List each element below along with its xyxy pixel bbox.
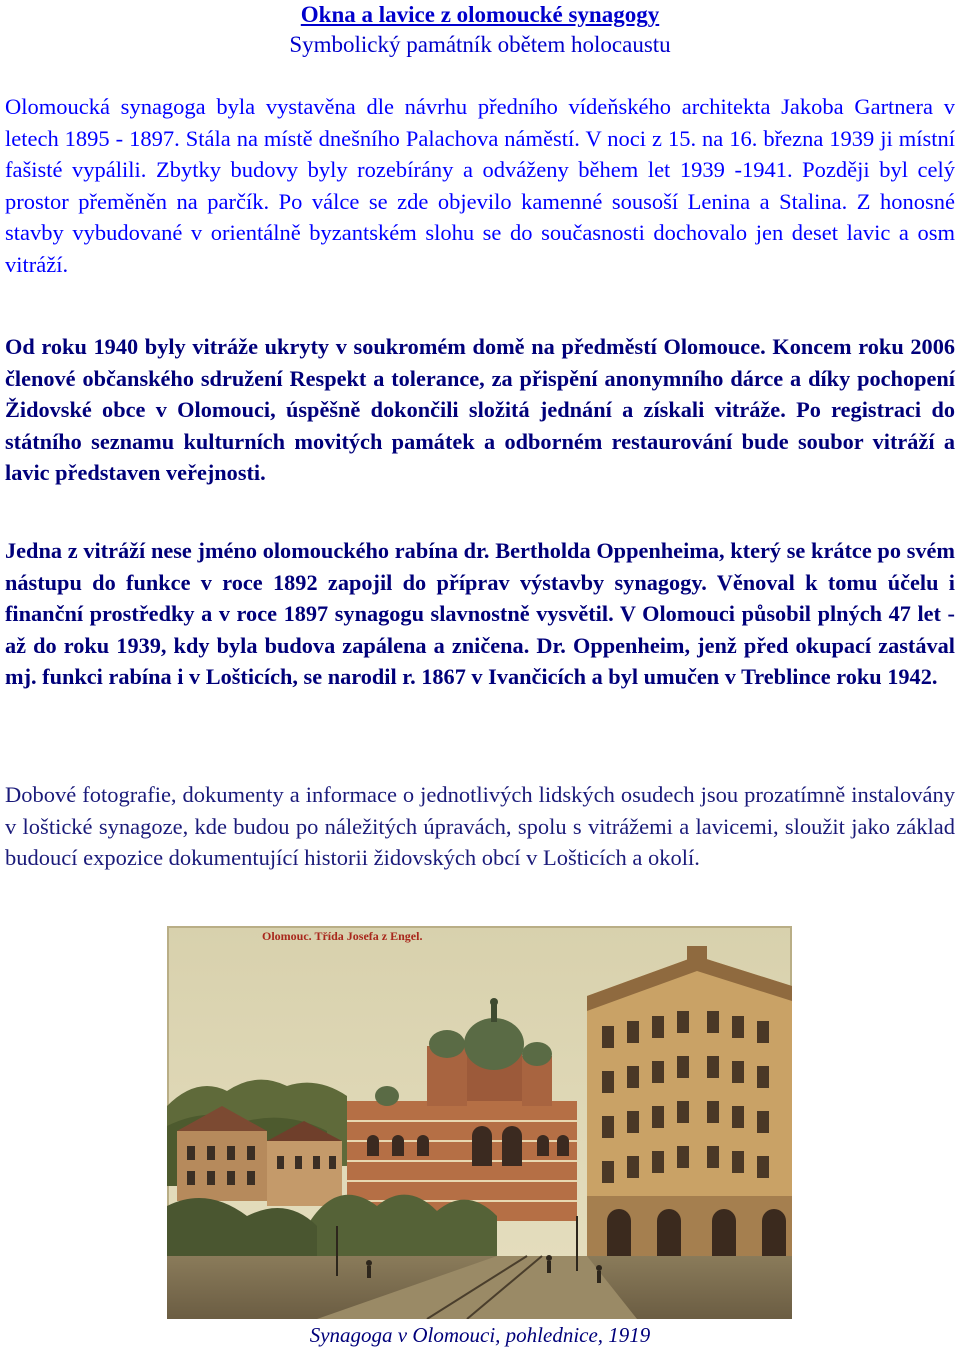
paragraph-history: Olomoucká synagoga byla vystavěna dle návrhu předního vídeňského architekta Jakoba Gartnera v letech 1895 - 1897. Stála na místě dnešního Palachova náměstí. V noci z 15. na 16. března 1939 ji místní fašisté vypálili. Zbytky budovy byly rozebírány a odváženy během let 1939 -1941. Později byl celý prostor přeměněn na parčík. Po válce se zde objevilo kamenné sousoší Lenina a Stalina. Z honosné stavby vybudované v orientálně byzantském slohu se do současnosti dochovalo jen deset lavic a osm vitráží. [5, 94, 955, 277]
photo-caption: Synagoga v Olomouci, pohlednice, 1919 [309, 1323, 651, 1347]
document-title: Okna a lavice z olomoucké synagogy [300, 2, 660, 27]
paragraph-rabbi-oppenheim: Jedna z vitráží nese jméno olomouckého rabína dr. Bertholda Oppenheima, který se krátce po svém nástupu do funkce v roce 1892 zapojil do příprav výstavby synagogy. Věnoval k tomu účelu i finanční prostředky a v roce 1897 synagogu slavnostně vysvětil. V Olomouci působil plných 47 let - až do roku 1939, kdy byla budova zapálena a zničena. Dr. Oppenheim, jenž před okupací zastával mj. funkci rabína i v Lošticích, se narodil r. 1867 v Ivančicích a byl umučen v Treblince roku 1942. [5, 538, 955, 689]
synagogue-postcard-photo [167, 926, 792, 1319]
document-subtitle: Symbolický památník obětem holocaustu [289, 32, 671, 57]
paragraph-exhibition: Dobové fotografie, dokumenty a informace o jednotlivých lidských osudech jsou prozatímně instalovány v loštické synagoze, kde budou po náležitých úpravách, spolu s vitrážemi a lavicemi, sloužit jako základ budoucí expozice dokumentující historii židovských obcí v Lošticích a okolí. [5, 782, 955, 870]
postcard-printed-label: Olomouc. Třída Josefa z Engel. [262, 929, 423, 943]
paragraph-windows-rescue: Od roku 1940 byly vitráže ukryty v soukromém domě na předměstí Olomouce. Koncem roku 2006 členové občanského sdružení Respekt a tolerance, za přispění anonymního dárce a díky pochopení Židovské obce v Olomouci, úspěšně dokončili složitá jednání a získali vitráže. Po registraci do státního seznamu kulturních movitých památek a odborném restaurování bude soubor vitráží a lavic představen veřejnosti. [5, 334, 955, 485]
